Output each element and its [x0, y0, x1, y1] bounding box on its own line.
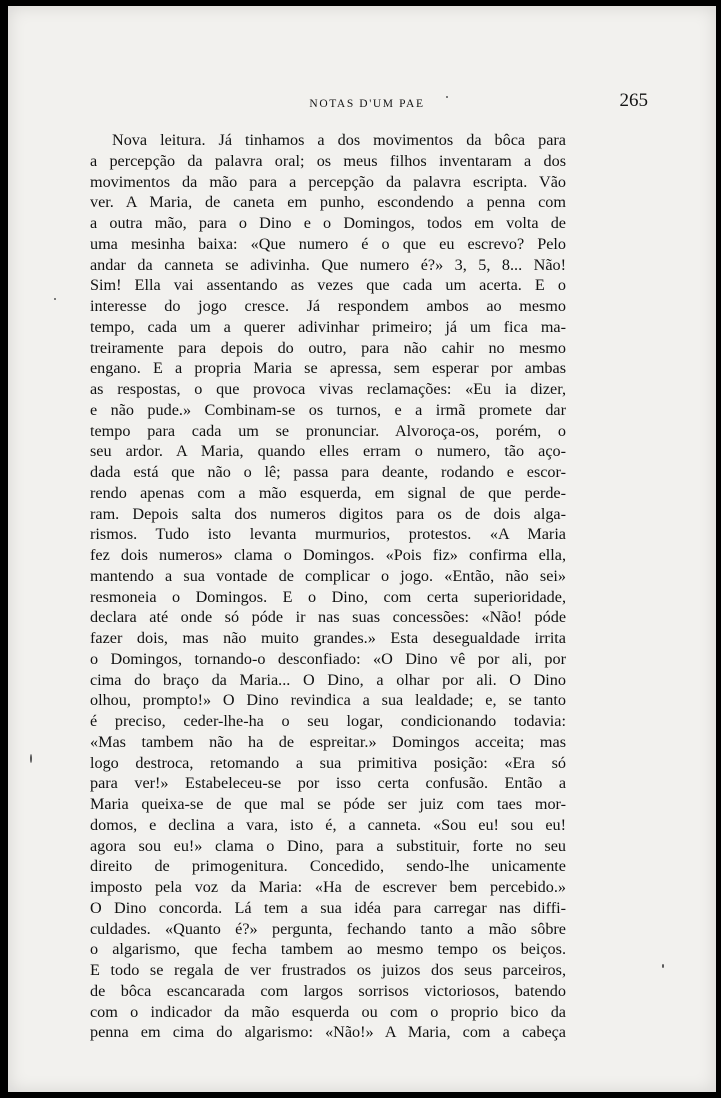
text-line: mantendo a sua vontade de complicar o jogo. «Então, não sei» [90, 566, 566, 585]
text-line: para ver!» Estabeleceu-se por isso certa confusão. Então a [90, 774, 566, 793]
text-line: tempo, cada um a querer adivinhar primeiro; já um fica ma- [90, 317, 566, 336]
text-line: engano. E a propria Maria se apressa, sem esperar por ambas [90, 359, 566, 378]
text-line: olhou, prompto!» O Dino revindica a sua lealdade; e, se tanto [90, 691, 566, 710]
text-line: agora sou eu!» clama o Dino, para a substituir, forte no seu [90, 836, 566, 855]
text-line: treiramente para depois do outro, para não cahir no mesmo [90, 338, 566, 357]
text-line: movimentos da mão para a percepção da palavra escripta. Vão [90, 172, 566, 191]
text-line: o algarismo, que fecha tambem ao mesmo tempo os beiços. [90, 940, 566, 959]
text-line: fez dois numeros» clama o Domingos. «Pois fiz» confirma ella, [90, 546, 566, 564]
text-line: ram. Depois salta dos numeros digitos para os de dois alga- [90, 504, 566, 523]
text-line: penna em cima do algarismo: «Não!» A Maria, com a cabeça [90, 1023, 566, 1042]
text-line: Maria queixa-se de que mal se póde ser juiz com taes mor- [90, 795, 566, 813]
text-line: rismos. Tudo isto levanta murmurios, protestos. «A Maria [90, 525, 566, 544]
text-line: tempo para cada um se pronunciar. Alvoroça-os, porém, o [90, 421, 566, 440]
book-page [8, 6, 716, 1092]
text-line: imposto pela voz da Maria: «Ha de escrever bem percebido.» [90, 878, 566, 896]
text-line: «Mas tambem não ha de espreitar.» Domingos acceita; mas [90, 732, 566, 751]
text-line: uma mesinha baixa: «Que numero é o que eu escrevo? Pelo [90, 234, 566, 253]
text-line: e não pude.» Combinam-se os turnos, e a irmã promete dar [90, 400, 566, 419]
text-line: cima do braço da Maria... O Dino, a olhar por ali. O Dino [90, 670, 566, 689]
text-line: O Dino concorda. Lá tem a sua idéa para carregar nas diffi- [90, 898, 566, 917]
text-line: Nova leitura. Já tinhamos a dos movimentos da bôca para [112, 131, 566, 149]
text-line: interesse do jogo cresce. Já respondem ambos ao mesmo [90, 297, 566, 315]
text-line: com o indicador da mão esquerda ou com o proprio bico da [90, 1002, 566, 1021]
text-line: a outra mão, para o Dino e o Domingos, todos em volta de [90, 214, 566, 232]
page-number: 265 [619, 90, 648, 111]
text-line: ver. A Maria, de caneta em punho, escondendo a penna com [90, 193, 566, 212]
text-line: de bôca escancarada com largos sorrisos victoriosos, batendo [90, 981, 566, 1000]
text-line: declara até onde só póde ir nas suas concessões: «Não! póde [90, 608, 566, 627]
text-line: a percepção da palavra oral; os meus filhos inventaram a dos [90, 151, 566, 170]
text-line: é preciso, ceder-lhe-ha o seu logar, condicionando todavia: [90, 712, 566, 730]
text-line: rendo apenas com a mão esquerda, em signal de que perde- [90, 483, 566, 502]
paper-speck [446, 96, 448, 98]
paper-speck [662, 964, 664, 968]
text-line: direito de primogenitura. Concedido, sendo-lhe unicamente [90, 857, 566, 876]
text-line: domos, e declina a vara, isto é, a canneta. «Sou eu! sou eu! [90, 815, 566, 834]
text-line: logo destroca, retomando a sua primitiva posição: «Era só [90, 753, 566, 772]
paper-speck [54, 298, 56, 300]
body-text [90, 130, 566, 1043]
paper-speck [30, 754, 32, 763]
text-line: o Domingos, tornando-o desconfiado: «O Dino vê por ali, por [90, 649, 566, 668]
text-line: resmoneia o Domingos. E o Dino, com certa superioridade, [90, 587, 566, 606]
running-head [86, 90, 648, 114]
text-line: culdades. «Quanto é?» pergunta, fechando tanto a mão sôbre [90, 919, 566, 938]
text-line: as respostas, o que provoca vivas reclamações: «Eu ia dizer, [90, 380, 566, 398]
running-title: NOTAS D'UM PAE [309, 98, 425, 110]
text-line: E todo se regala de ver frustrados os juizos dos seus parceiros, [90, 961, 566, 979]
text-line: dada está que não o lê; passa para deante, rodando e escor- [90, 463, 566, 481]
text-line: Sim! Ella vai assentando as vezes que cada um acerta. E o [90, 276, 566, 295]
text-line: fazer dois, mas não muito grandes.» Esta desegualdade irrita [90, 629, 566, 647]
text-line: andar da canneta se adivinha. Que numero é?» 3, 5, 8... Não! [90, 255, 566, 274]
text-line: seu ardor. A Maria, quando elles erram o numero, tão açο- [90, 442, 566, 461]
